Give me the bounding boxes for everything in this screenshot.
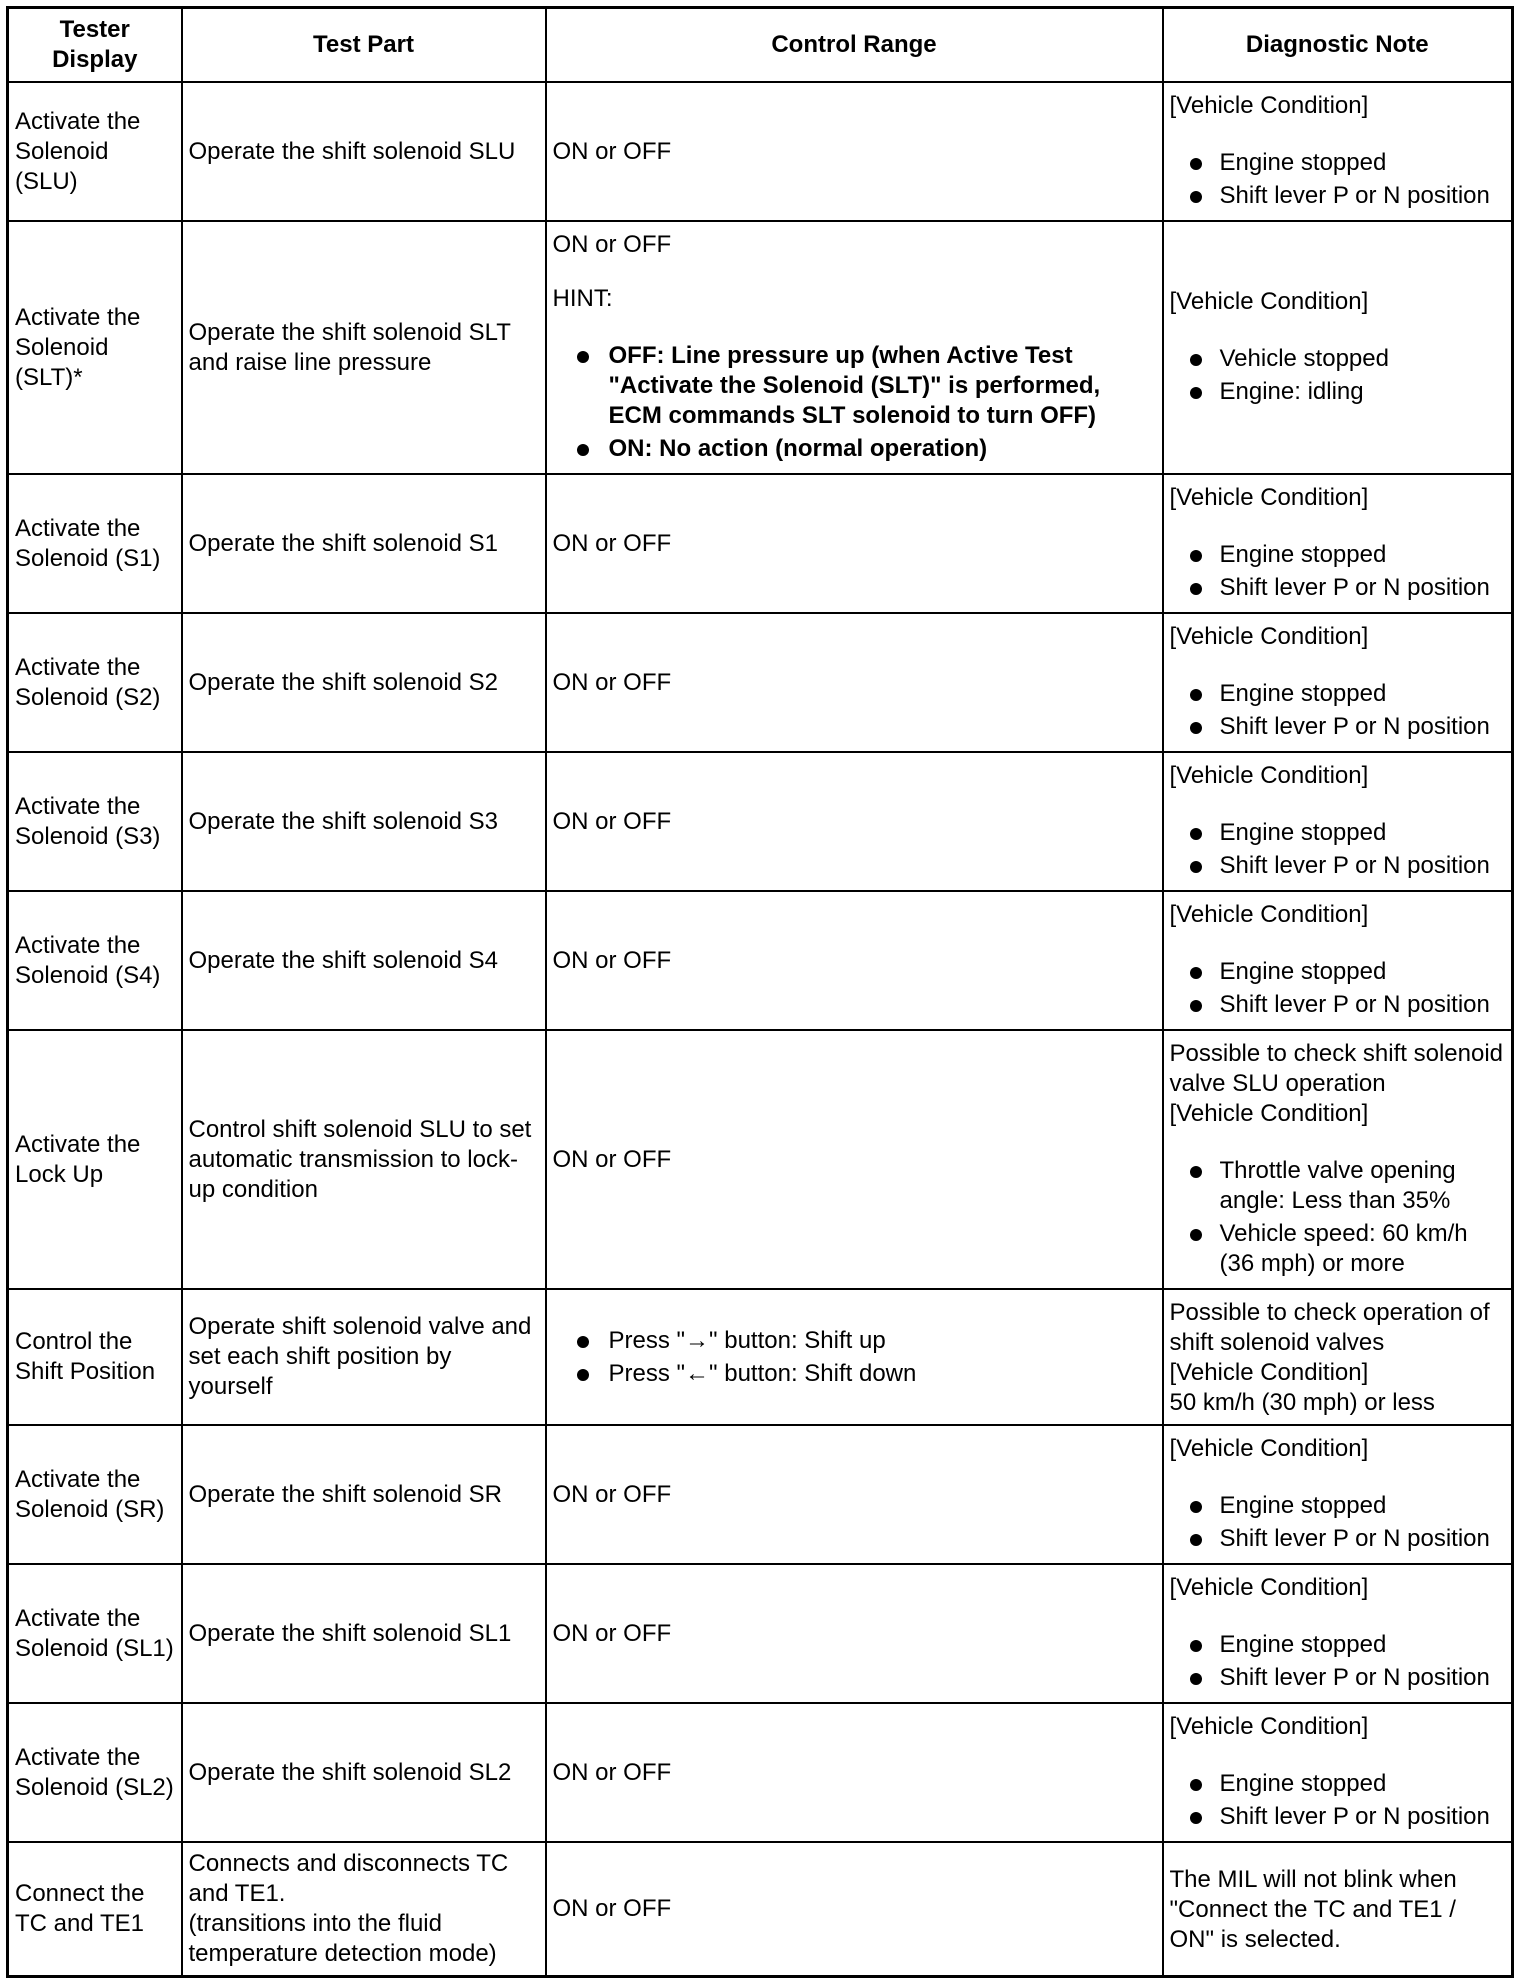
table-row bbox=[8, 1703, 1513, 1842]
test-part-cell: Operate the shift solenoid SLU bbox=[182, 82, 546, 221]
diagnostic-note-cell bbox=[1163, 891, 1513, 1030]
tester-display-cell: Activate the Solenoid (SL2) bbox=[8, 1703, 182, 1842]
list-item: ON: No action (normal operation) bbox=[553, 434, 1156, 464]
vehicle-condition-label: [Vehicle Condition] bbox=[1169, 1713, 1369, 1740]
tester-display-cell: Activate the Solenoid (S3) bbox=[8, 752, 182, 891]
table-row bbox=[8, 221, 1513, 474]
active-test-table bbox=[6, 6, 1514, 1978]
list-item: Engine stopped bbox=[1170, 540, 1506, 570]
list-item: Engine stopped bbox=[1170, 957, 1506, 987]
list-item: Shift lever P or N position bbox=[1170, 181, 1506, 211]
table-row bbox=[8, 1289, 1513, 1425]
tester-display-cell: Connect the TC and TE1 bbox=[8, 1842, 182, 1977]
vehicle-condition-label: [Vehicle Condition] bbox=[1169, 1100, 1369, 1127]
list-item: Throttle valve opening angle: Less than 35% bbox=[1170, 1156, 1506, 1216]
vehicle-condition-label: [Vehicle Condition] bbox=[1169, 762, 1369, 789]
control-range-cell bbox=[546, 1289, 1163, 1425]
list-item: Engine stopped bbox=[1170, 1630, 1506, 1660]
header-control-range: Control Range bbox=[546, 8, 1163, 83]
hint-list bbox=[553, 341, 1156, 464]
list-item: Press "←" button: Shift down bbox=[553, 1359, 1156, 1389]
table-row bbox=[8, 82, 1513, 221]
control-range-cell: ON or OFF bbox=[546, 1030, 1163, 1289]
condition-list bbox=[1170, 344, 1506, 407]
control-range-cell: ON or OFF bbox=[546, 82, 1163, 221]
table-row bbox=[8, 1842, 1513, 1977]
diagnostic-note-cell bbox=[1163, 1030, 1513, 1289]
control-range-cell: ON or OFF bbox=[546, 1842, 1163, 1977]
list-item: Shift lever P or N position bbox=[1170, 712, 1506, 742]
list-item: Engine stopped bbox=[1170, 818, 1506, 848]
test-part-cell: Operate the shift solenoid S4 bbox=[182, 891, 546, 1030]
diagnostic-note-cell bbox=[1163, 1425, 1513, 1564]
list-item: Engine stopped bbox=[1170, 1491, 1506, 1521]
control-range-cell: ON or OFF bbox=[546, 613, 1163, 752]
test-part-cell: Control shift solenoid SLU to set automatic transmission to lock-up condition bbox=[182, 1030, 546, 1289]
test-part-cell: Operate the shift solenoid S2 bbox=[182, 613, 546, 752]
button-list bbox=[553, 1326, 1156, 1389]
list-item: Shift lever P or N position bbox=[1170, 1524, 1506, 1554]
table-row bbox=[8, 1564, 1513, 1703]
vehicle-condition-label: [Vehicle Condition] bbox=[1169, 901, 1369, 928]
condition-list bbox=[1170, 1491, 1506, 1554]
tester-display-cell: Activate the Solenoid (S2) bbox=[8, 613, 182, 752]
list-item: Shift lever P or N position bbox=[1170, 990, 1506, 1020]
list-item: Engine: idling bbox=[1170, 377, 1506, 407]
list-item: Press "→" button: Shift up bbox=[553, 1326, 1156, 1356]
tester-display-cell: Activate the Solenoid (S4) bbox=[8, 891, 182, 1030]
list-item: Engine stopped bbox=[1170, 148, 1506, 178]
tester-display-cell: Activate the Solenoid (SL1) bbox=[8, 1564, 182, 1703]
vehicle-condition-label: [Vehicle Condition] bbox=[1169, 92, 1369, 119]
tester-display-cell: Activate the Lock Up bbox=[8, 1030, 182, 1289]
tester-display-cell: Activate the Solenoid (SR) bbox=[8, 1425, 182, 1564]
test-part-cell: Operate the shift solenoid S1 bbox=[182, 474, 546, 613]
list-item: Shift lever P or N position bbox=[1170, 573, 1506, 603]
condition-list bbox=[1170, 679, 1506, 742]
hint-label: HINT: bbox=[552, 285, 613, 312]
diagnostic-note-cell bbox=[1163, 1564, 1513, 1703]
diagnostic-note-cell bbox=[1163, 613, 1513, 752]
condition-list bbox=[1170, 818, 1506, 881]
header-test-part: Test Part bbox=[182, 8, 546, 83]
control-range-cell: ON or OFF bbox=[546, 1703, 1163, 1842]
tester-display-cell: Activate the Solenoid (SLT)* bbox=[8, 221, 182, 474]
note-intro: Possible to check operation of shift solenoid valves bbox=[1169, 1299, 1490, 1356]
test-part-cell: Operate the shift solenoid SL1 bbox=[182, 1564, 546, 1703]
note-intro: Possible to check shift solenoid valve SLU operation bbox=[1169, 1040, 1504, 1097]
list-item: Vehicle stopped bbox=[1170, 344, 1506, 374]
header-row bbox=[8, 8, 1513, 83]
list-item: Vehicle speed: 60 km/h (36 mph) or more bbox=[1170, 1219, 1506, 1279]
diagnostic-note-cell bbox=[1163, 82, 1513, 221]
range-value: ON or OFF bbox=[552, 231, 672, 258]
table-row bbox=[8, 1425, 1513, 1564]
control-range-cell: ON or OFF bbox=[546, 1564, 1163, 1703]
diagnostic-note-cell bbox=[1163, 1703, 1513, 1842]
list-item: Shift lever P or N position bbox=[1170, 1802, 1506, 1832]
diagnostic-note-cell bbox=[1163, 221, 1513, 474]
header-tester-display: Tester Display bbox=[8, 8, 182, 83]
list-item: Engine stopped bbox=[1170, 1769, 1506, 1799]
table-row bbox=[8, 752, 1513, 891]
vehicle-condition-label: [Vehicle Condition] bbox=[1169, 1359, 1369, 1386]
control-range-cell: ON or OFF bbox=[546, 1425, 1163, 1564]
condition-list bbox=[1170, 148, 1506, 211]
condition-list bbox=[1170, 1630, 1506, 1693]
table-row bbox=[8, 613, 1513, 752]
condition-list bbox=[1170, 957, 1506, 1020]
test-part-cell: Operate the shift solenoid S3 bbox=[182, 752, 546, 891]
tester-display-cell: Control the Shift Position bbox=[8, 1289, 182, 1425]
control-range-cell: ON or OFF bbox=[546, 891, 1163, 1030]
control-range-cell bbox=[546, 221, 1163, 474]
diagnostic-note-cell bbox=[1163, 474, 1513, 613]
condition-list bbox=[1170, 540, 1506, 603]
vehicle-condition-label: [Vehicle Condition] bbox=[1169, 1574, 1369, 1601]
test-part-cell: Operate the shift solenoid SR bbox=[182, 1425, 546, 1564]
table-row bbox=[8, 891, 1513, 1030]
table-row bbox=[8, 1030, 1513, 1289]
note-tail: 50 km/h (30 mph) or less bbox=[1169, 1389, 1435, 1416]
vehicle-condition-label: [Vehicle Condition] bbox=[1169, 288, 1369, 315]
test-part-line: Connects and disconnects TC and TE1. bbox=[188, 1850, 509, 1907]
condition-list bbox=[1170, 1156, 1506, 1279]
control-range-cell: ON or OFF bbox=[546, 752, 1163, 891]
list-item: Shift lever P or N position bbox=[1170, 851, 1506, 881]
test-part-cell: Operate the shift solenoid SL2 bbox=[182, 1703, 546, 1842]
list-item: Shift lever P or N position bbox=[1170, 1663, 1506, 1693]
control-range-cell: ON or OFF bbox=[546, 474, 1163, 613]
test-part-cell bbox=[182, 1842, 546, 1977]
diagnostic-note-cell bbox=[1163, 752, 1513, 891]
test-part-cell: Operate the shift solenoid SLT and raise line pressure bbox=[182, 221, 546, 474]
tester-display-cell: Activate the Solenoid (S1) bbox=[8, 474, 182, 613]
vehicle-condition-label: [Vehicle Condition] bbox=[1169, 623, 1369, 650]
test-part-line: (transitions into the fluid temperature detection mode) bbox=[188, 1910, 497, 1967]
list-item: OFF: Line pressure up (when Active Test "Activate the Solenoid (SLT)" is performed, ECM commands SLT solenoid to turn OFF) bbox=[553, 341, 1156, 431]
tester-display-cell: Activate the Solenoid (SLU) bbox=[8, 82, 182, 221]
list-item: Engine stopped bbox=[1170, 679, 1506, 709]
table-row bbox=[8, 474, 1513, 613]
vehicle-condition-label: [Vehicle Condition] bbox=[1169, 484, 1369, 511]
diagnostic-note-cell: The MIL will not blink when "Connect the TC and TE1 / ON" is selected. bbox=[1163, 1842, 1513, 1977]
diagnostic-note-cell bbox=[1163, 1289, 1513, 1425]
test-part-cell: Operate shift solenoid valve and set each shift position by yourself bbox=[182, 1289, 546, 1425]
vehicle-condition-label: [Vehicle Condition] bbox=[1169, 1435, 1369, 1462]
header-diagnostic-note: Diagnostic Note bbox=[1163, 8, 1513, 83]
condition-list bbox=[1170, 1769, 1506, 1832]
